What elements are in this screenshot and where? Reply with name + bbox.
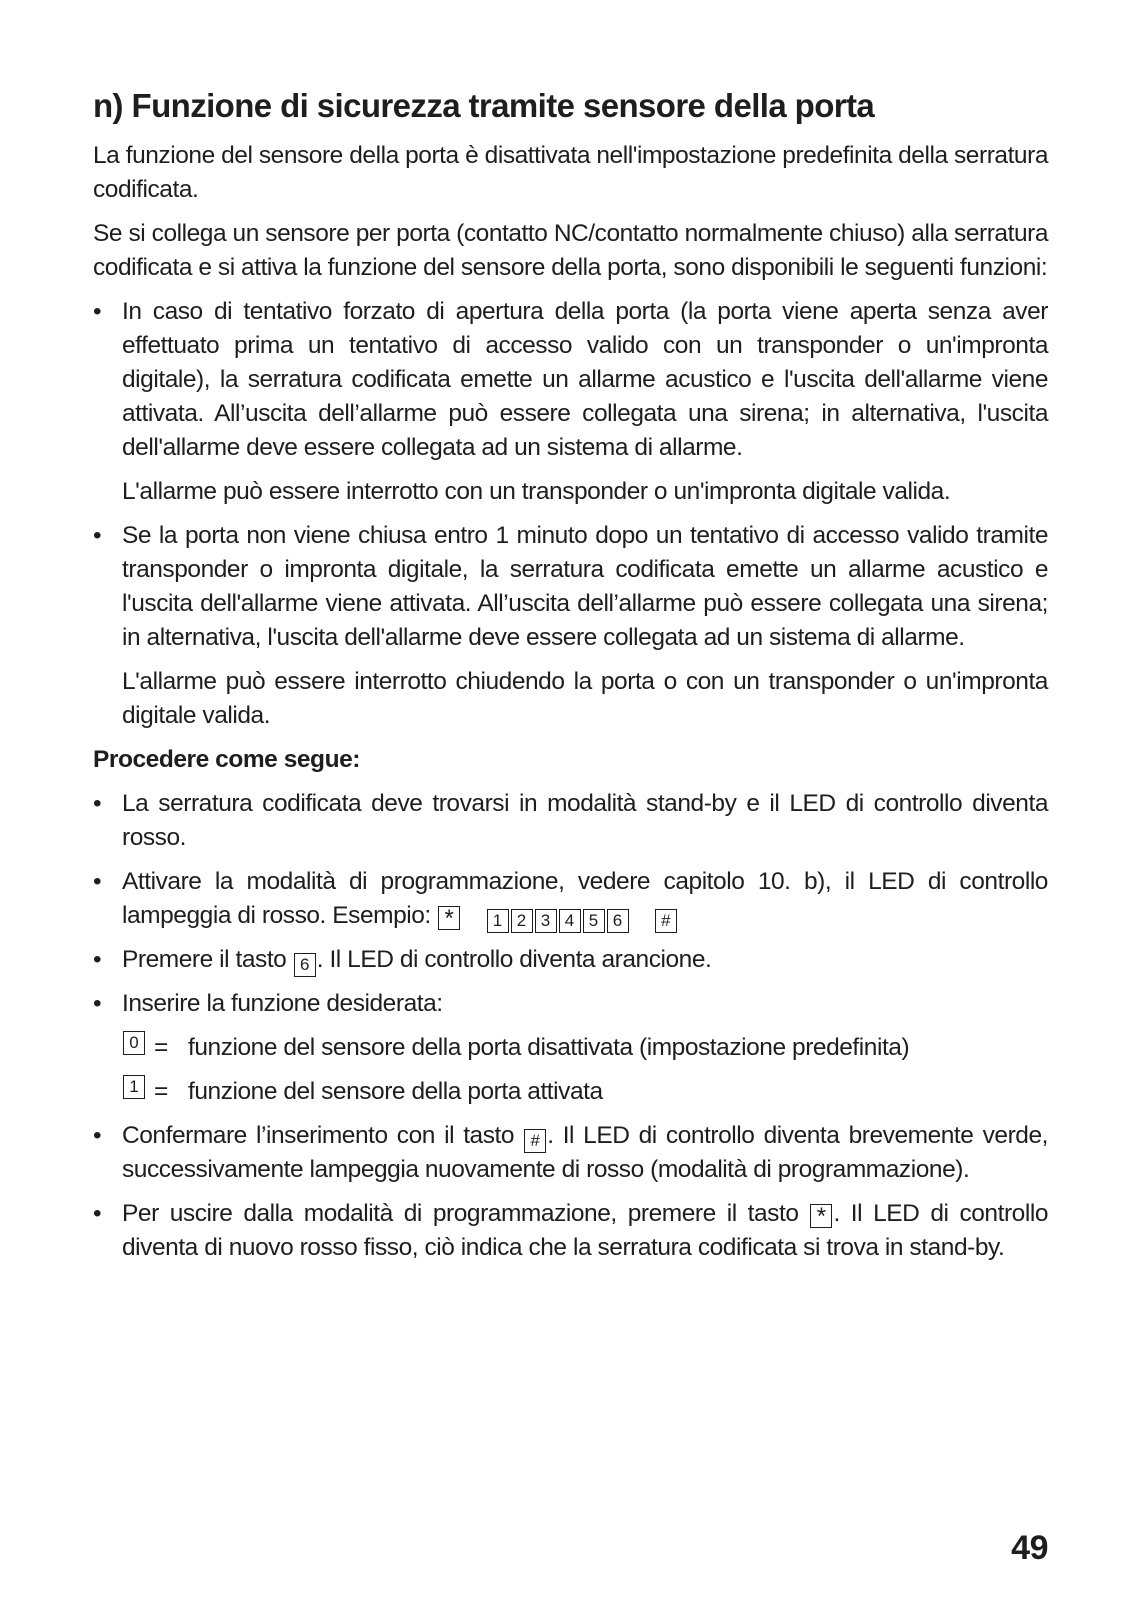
hash-key-icon: # [655,909,677,933]
step-text-3-before: Premere il tasto [122,946,287,973]
procedure-heading: Procedere come segue: [93,746,360,773]
step-text-6-before: Per uscire dalla modalità di programmazione, premere il tasto [122,1200,799,1227]
step-bullet-3 [93,943,1048,977]
bullet-marker: • [93,790,102,817]
star-key-icon: * [438,906,460,930]
intro-paragraph-1: La funzione del sensore della porta è disattivata nell'impostazione predefinita della serratura codificata. [93,142,1048,203]
intro-paragraph-2: Se si collega un sensore per porta (contatto NC/contatto normalmente chiuso) alla serratura codificata e si attiva la funzione del sensore della porta, sono disponibili le seguenti funzioni: [93,220,1048,281]
page-number: 49 [1011,1529,1048,1567]
option-row-0 [122,1031,1048,1065]
step-text-1: La serratura codificata deve trovarsi in modalità stand-by e il LED di controllo diventa rosso. [122,790,1048,851]
step-bullet-4 [93,987,1048,1021]
key-1-icon: 1 [487,909,509,933]
feature-note-1: L'allarme può essere interrotto con un transponder o un'impronta digitale valida. [122,478,951,505]
option-equals: = [154,1034,168,1061]
option-row-1 [122,1075,1048,1109]
step-text-3-after: . Il LED di controllo diventa arancione. [316,946,712,973]
step-bullet-2 [93,865,1048,933]
bullet-marker: • [93,868,102,895]
key-4-icon: 4 [559,909,581,933]
key-6-icon: 6 [294,953,316,977]
step-text-5-before: Confermare l’inserimento con il tasto [122,1122,515,1149]
page-content [93,84,1048,1275]
key-2-icon: 2 [511,909,533,933]
bullet-marker: • [93,1200,102,1227]
key-0-icon: 0 [123,1031,145,1055]
section-title: n) Funzione di sicurezza tramite sensore della porta [93,87,875,124]
step-text-2: Attivare la modalità di programmazione, vedere capitolo 10. b), il LED di controllo lampeggia di rosso. Esempio: [122,868,1048,929]
option-equals: = [154,1078,168,1105]
key-5-icon: 5 [583,909,605,933]
key-1-icon: 1 [123,1075,145,1099]
option-text-0: funzione del sensore della porta disattivata (impostazione predefinita) [188,1034,910,1061]
feature-text-2: Se la porta non viene chiusa entro 1 minuto dopo un tentativo di accesso valido tramite transponder o impronta digitale, la serratura codificata emette un allarme acustico e l'uscita dell'allarme viene attivata. All’uscita dell’allarme può essere collegata una sirena; in alternativa, l'uscita dell'allarme deve essere collegata ad un sistema di allarme. [122,522,1048,651]
bullet-marker: • [93,1122,102,1149]
key-6-icon: 6 [607,909,629,933]
feature-text-1: In caso di tentativo forzato di apertura della porta (la porta viene aperta senza aver effettuato prima un tentativo di accesso valido con un transponder o un'impronta digitale), la serratura codificata emette un allarme acustico e l'uscita dell'allarme viene attivata. All’uscita dell’allarme può essere collegata una sirena; in alternativa, l'uscita dell'allarme deve essere collegata ad un sistema di allarme. [122,298,1048,461]
bullet-marker: • [93,990,102,1017]
bullet-marker: • [93,298,102,325]
step-bullet-6 [93,1197,1048,1265]
step-bullet-1 [93,787,1048,855]
key-3-icon: 3 [535,909,557,933]
bullet-marker: • [93,522,102,549]
hash-key-icon: # [524,1129,546,1153]
feature-bullet-2 [93,519,1048,655]
option-text-1: funzione del sensore della porta attivata [188,1078,603,1105]
step-text-4: Inserire la funzione desiderata: [122,990,443,1017]
feature-bullet-1 [93,295,1048,465]
step-text-5-after: . Il LED di controllo diventa brevemente verde, successivamente lampeggia nuovamente di rosso (modalità di programmazione). [122,1122,1048,1183]
step-bullet-5 [93,1119,1048,1187]
star-key-icon: * [810,1204,832,1228]
feature-note-2: L'allarme può essere interrotto chiudendo la porta o con un transponder o un'impronta digitale valida. [122,668,1048,729]
step-text-6-after: . Il LED di controllo diventa di nuovo rosso fisso, ciò indica che la serratura codificata si trova in stand-by. [122,1200,1048,1261]
bullet-marker: • [93,946,102,973]
